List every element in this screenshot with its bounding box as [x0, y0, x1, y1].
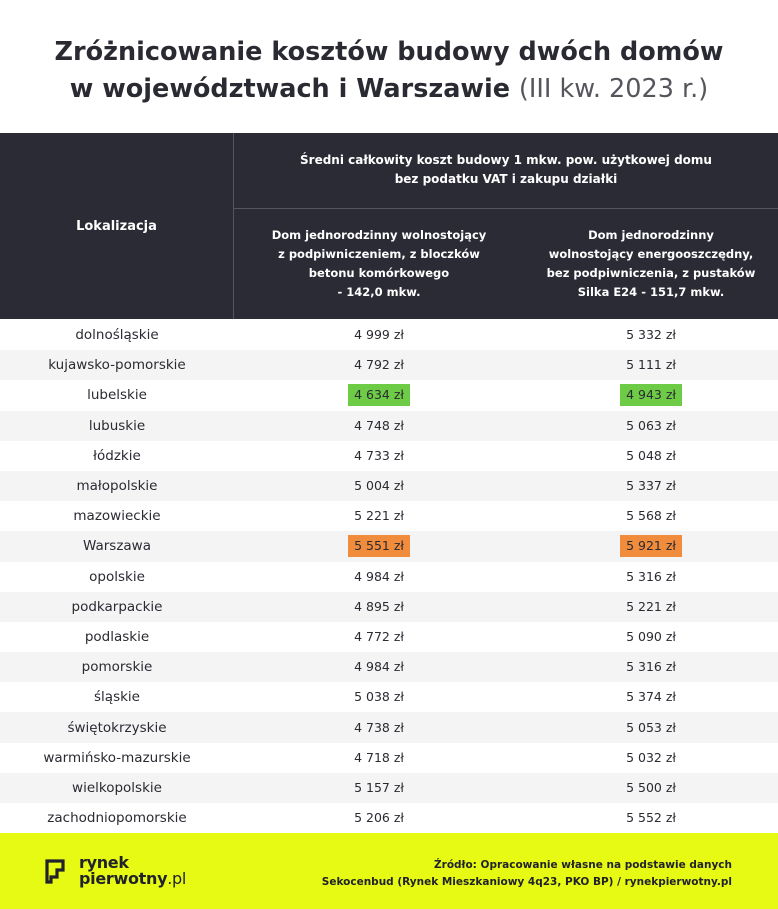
footer-bar — [0, 833, 778, 909]
cost-cell-house-2 — [524, 807, 778, 829]
table-row — [0, 743, 778, 773]
cost-value: 5 157 zł — [354, 779, 404, 795]
title-main: w województwach i Warszawie — [69, 74, 511, 104]
location-cell: Warszawa — [82, 538, 151, 555]
column-2-header-line: bez podpiwniczenia, z pustaków — [546, 266, 756, 280]
page-title — [0, 34, 778, 108]
cost-cell-house-1 — [234, 686, 524, 708]
lowest-value-badge: 4 943 zł — [620, 384, 682, 406]
location-cell: zachodniopomorskie — [47, 810, 187, 827]
logo-word: pierwotny — [79, 869, 168, 888]
cost-cell-house-2 — [524, 445, 778, 467]
location-cell: mazowieckie — [73, 508, 161, 525]
location-cell: kujawsko-pomorskie — [48, 357, 186, 374]
table-body — [0, 320, 778, 833]
column-1-header-line: z podpiwniczeniem, z bloczków — [278, 247, 480, 261]
cost-value: 5 038 zł — [354, 689, 404, 705]
table-row — [0, 350, 778, 380]
cost-value: 5 063 zł — [626, 417, 676, 433]
cost-value: 5 316 zł — [626, 568, 676, 584]
logo-domain: .pl — [167, 869, 187, 888]
cost-value: 4 984 zł — [354, 659, 404, 675]
location-cell: warmińsko-mazurskie — [43, 749, 191, 766]
group-column-header — [234, 151, 778, 189]
cost-value: 4 999 zł — [354, 327, 404, 343]
cost-cell-house-2 — [524, 505, 778, 527]
table-row — [0, 501, 778, 531]
column-1-header-line: Dom jednorodzinny wolnostojący — [271, 228, 487, 242]
cost-value: 5 090 zł — [626, 628, 676, 644]
column-2-header-line: wolnostojący energooszczędny, — [548, 247, 754, 261]
cost-cell-house-2 — [524, 324, 778, 346]
highest-value-badge: 5 551 zł — [348, 535, 410, 557]
cost-cell-house-2 — [524, 596, 778, 618]
cost-cell-house-1 — [234, 717, 524, 739]
cost-cell-house-2 — [524, 566, 778, 588]
cost-cell-house-1 — [234, 626, 524, 648]
table-row — [0, 622, 778, 652]
cost-cell-house-1 — [234, 807, 524, 829]
table-row — [0, 712, 778, 742]
cost-value: 5 111 zł — [626, 357, 676, 373]
lowest-value-badge: 4 634 zł — [348, 384, 410, 406]
logo-line-1: rynek — [79, 853, 129, 872]
title-period: (III kw. 2023 r.) — [518, 74, 709, 104]
source-note — [322, 857, 732, 891]
header-horizontal-divider — [234, 208, 778, 209]
table-row — [0, 380, 778, 410]
cost-value: 5 032 zł — [626, 749, 676, 765]
location-cell: lubuskie — [88, 417, 146, 434]
cost-value: 4 895 zł — [354, 598, 404, 614]
cost-cell-house-1 — [234, 415, 524, 437]
cost-cell-house-2 — [524, 384, 778, 406]
table-row — [0, 411, 778, 441]
cost-cell-house-1 — [234, 445, 524, 467]
table-row — [0, 773, 778, 803]
cost-cell-house-1 — [234, 324, 524, 346]
cost-value: 5 374 zł — [626, 689, 676, 705]
location-cell: małopolskie — [76, 478, 158, 495]
cost-cell-house-1 — [234, 354, 524, 376]
cost-cell-house-2 — [524, 475, 778, 497]
cost-cell-house-2 — [524, 415, 778, 437]
cost-value: 5 048 zł — [626, 447, 676, 463]
cost-cell-house-2 — [524, 656, 778, 678]
table-row — [0, 592, 778, 622]
location-column-header: Lokalizacja — [76, 218, 157, 234]
cost-value: 5 221 zł — [626, 598, 676, 614]
cost-cell-house-1 — [234, 566, 524, 588]
table-row — [0, 682, 778, 712]
title-line-2 — [0, 71, 778, 108]
cost-cell-house-2 — [524, 717, 778, 739]
table-row — [0, 803, 778, 833]
table-row — [0, 562, 778, 592]
table-row — [0, 471, 778, 501]
logo-mark-icon — [44, 858, 71, 885]
cost-cell-house-1 — [234, 384, 524, 406]
cost-value: 5 568 zł — [626, 508, 676, 524]
cost-value: 4 733 zł — [354, 447, 404, 463]
group-header-line-2: bez podatku VAT i zakupu działki — [394, 172, 618, 186]
title-line-1: Zróżnicowanie kosztów budowy dwóch domów — [54, 37, 724, 67]
highest-value-badge: 5 921 zł — [620, 535, 682, 557]
cost-value: 4 772 zł — [354, 628, 404, 644]
cost-value: 4 718 zł — [354, 749, 404, 765]
cost-cell-house-1 — [234, 596, 524, 618]
cost-cell-house-1 — [234, 656, 524, 678]
location-cell: pomorskie — [81, 659, 153, 676]
column-header-house-1 — [234, 226, 524, 302]
source-line-1: Źródło: Opracowanie własne na podstawie danych — [434, 859, 732, 871]
cost-cell-house-1 — [234, 535, 524, 557]
cost-cell-house-1 — [234, 475, 524, 497]
group-header-line-1: Średni całkowity koszt budowy 1 mkw. pow. użytkowej domu — [300, 153, 712, 167]
cost-cell-house-1 — [234, 747, 524, 769]
cost-value: 5 316 zł — [626, 659, 676, 675]
cost-cell-house-2 — [524, 626, 778, 648]
cost-cell-house-1 — [234, 505, 524, 527]
column-1-header-line: betonu komórkowego — [308, 266, 450, 280]
cost-value: 5 053 zł — [626, 719, 676, 735]
cost-value: 5 500 zł — [626, 779, 676, 795]
location-cell: lubelskie — [87, 387, 147, 404]
cost-value: 5 552 zł — [626, 810, 676, 826]
cost-value: 4 792 zł — [354, 357, 404, 373]
brand-logo — [44, 855, 186, 887]
cost-value: 5 332 zł — [626, 327, 676, 343]
location-cell: śląskie — [94, 689, 140, 706]
table-header — [0, 133, 778, 319]
cost-cell-house-2 — [524, 686, 778, 708]
cost-value: 5 337 zł — [626, 478, 676, 494]
column-header-house-2 — [524, 226, 778, 302]
column-1-header-line: - 142,0 mkw. — [337, 285, 421, 299]
table-row — [0, 652, 778, 682]
table-row — [0, 441, 778, 471]
location-cell: podlaskie — [84, 628, 150, 645]
cost-value: 4 984 zł — [354, 568, 404, 584]
cost-value: 5 004 zł — [354, 478, 404, 494]
logo-line-2 — [79, 871, 186, 887]
cost-cell-house-2 — [524, 535, 778, 557]
table-row — [0, 531, 778, 561]
location-cell: świętokrzyskie — [67, 719, 167, 736]
location-cell: opolskie — [89, 568, 145, 585]
column-2-header-line: Silka E24 - 151,7 mkw. — [577, 285, 725, 299]
column-2-header-line: Dom jednorodzinny — [588, 228, 714, 242]
cost-cell-house-2 — [524, 777, 778, 799]
source-line-2: Sekocenbud (Rynek Mieszkaniowy 4q23, PKO BP) / rynekpierwotny.pl — [321, 876, 732, 888]
cost-cell-house-2 — [524, 747, 778, 769]
location-cell: wielkopolskie — [72, 779, 162, 796]
cost-cell-house-2 — [524, 354, 778, 376]
cost-value: 5 206 zł — [354, 810, 404, 826]
location-cell: podkarpackie — [71, 598, 163, 615]
location-cell: dolnośląskie — [75, 327, 159, 344]
cost-value: 5 221 zł — [354, 508, 404, 524]
logo-text — [79, 855, 186, 887]
table-row — [0, 320, 778, 350]
location-cell: łódzkie — [93, 447, 141, 464]
cost-cell-house-1 — [234, 777, 524, 799]
cost-value: 4 748 zł — [354, 417, 404, 433]
cost-value: 4 738 zł — [354, 719, 404, 735]
